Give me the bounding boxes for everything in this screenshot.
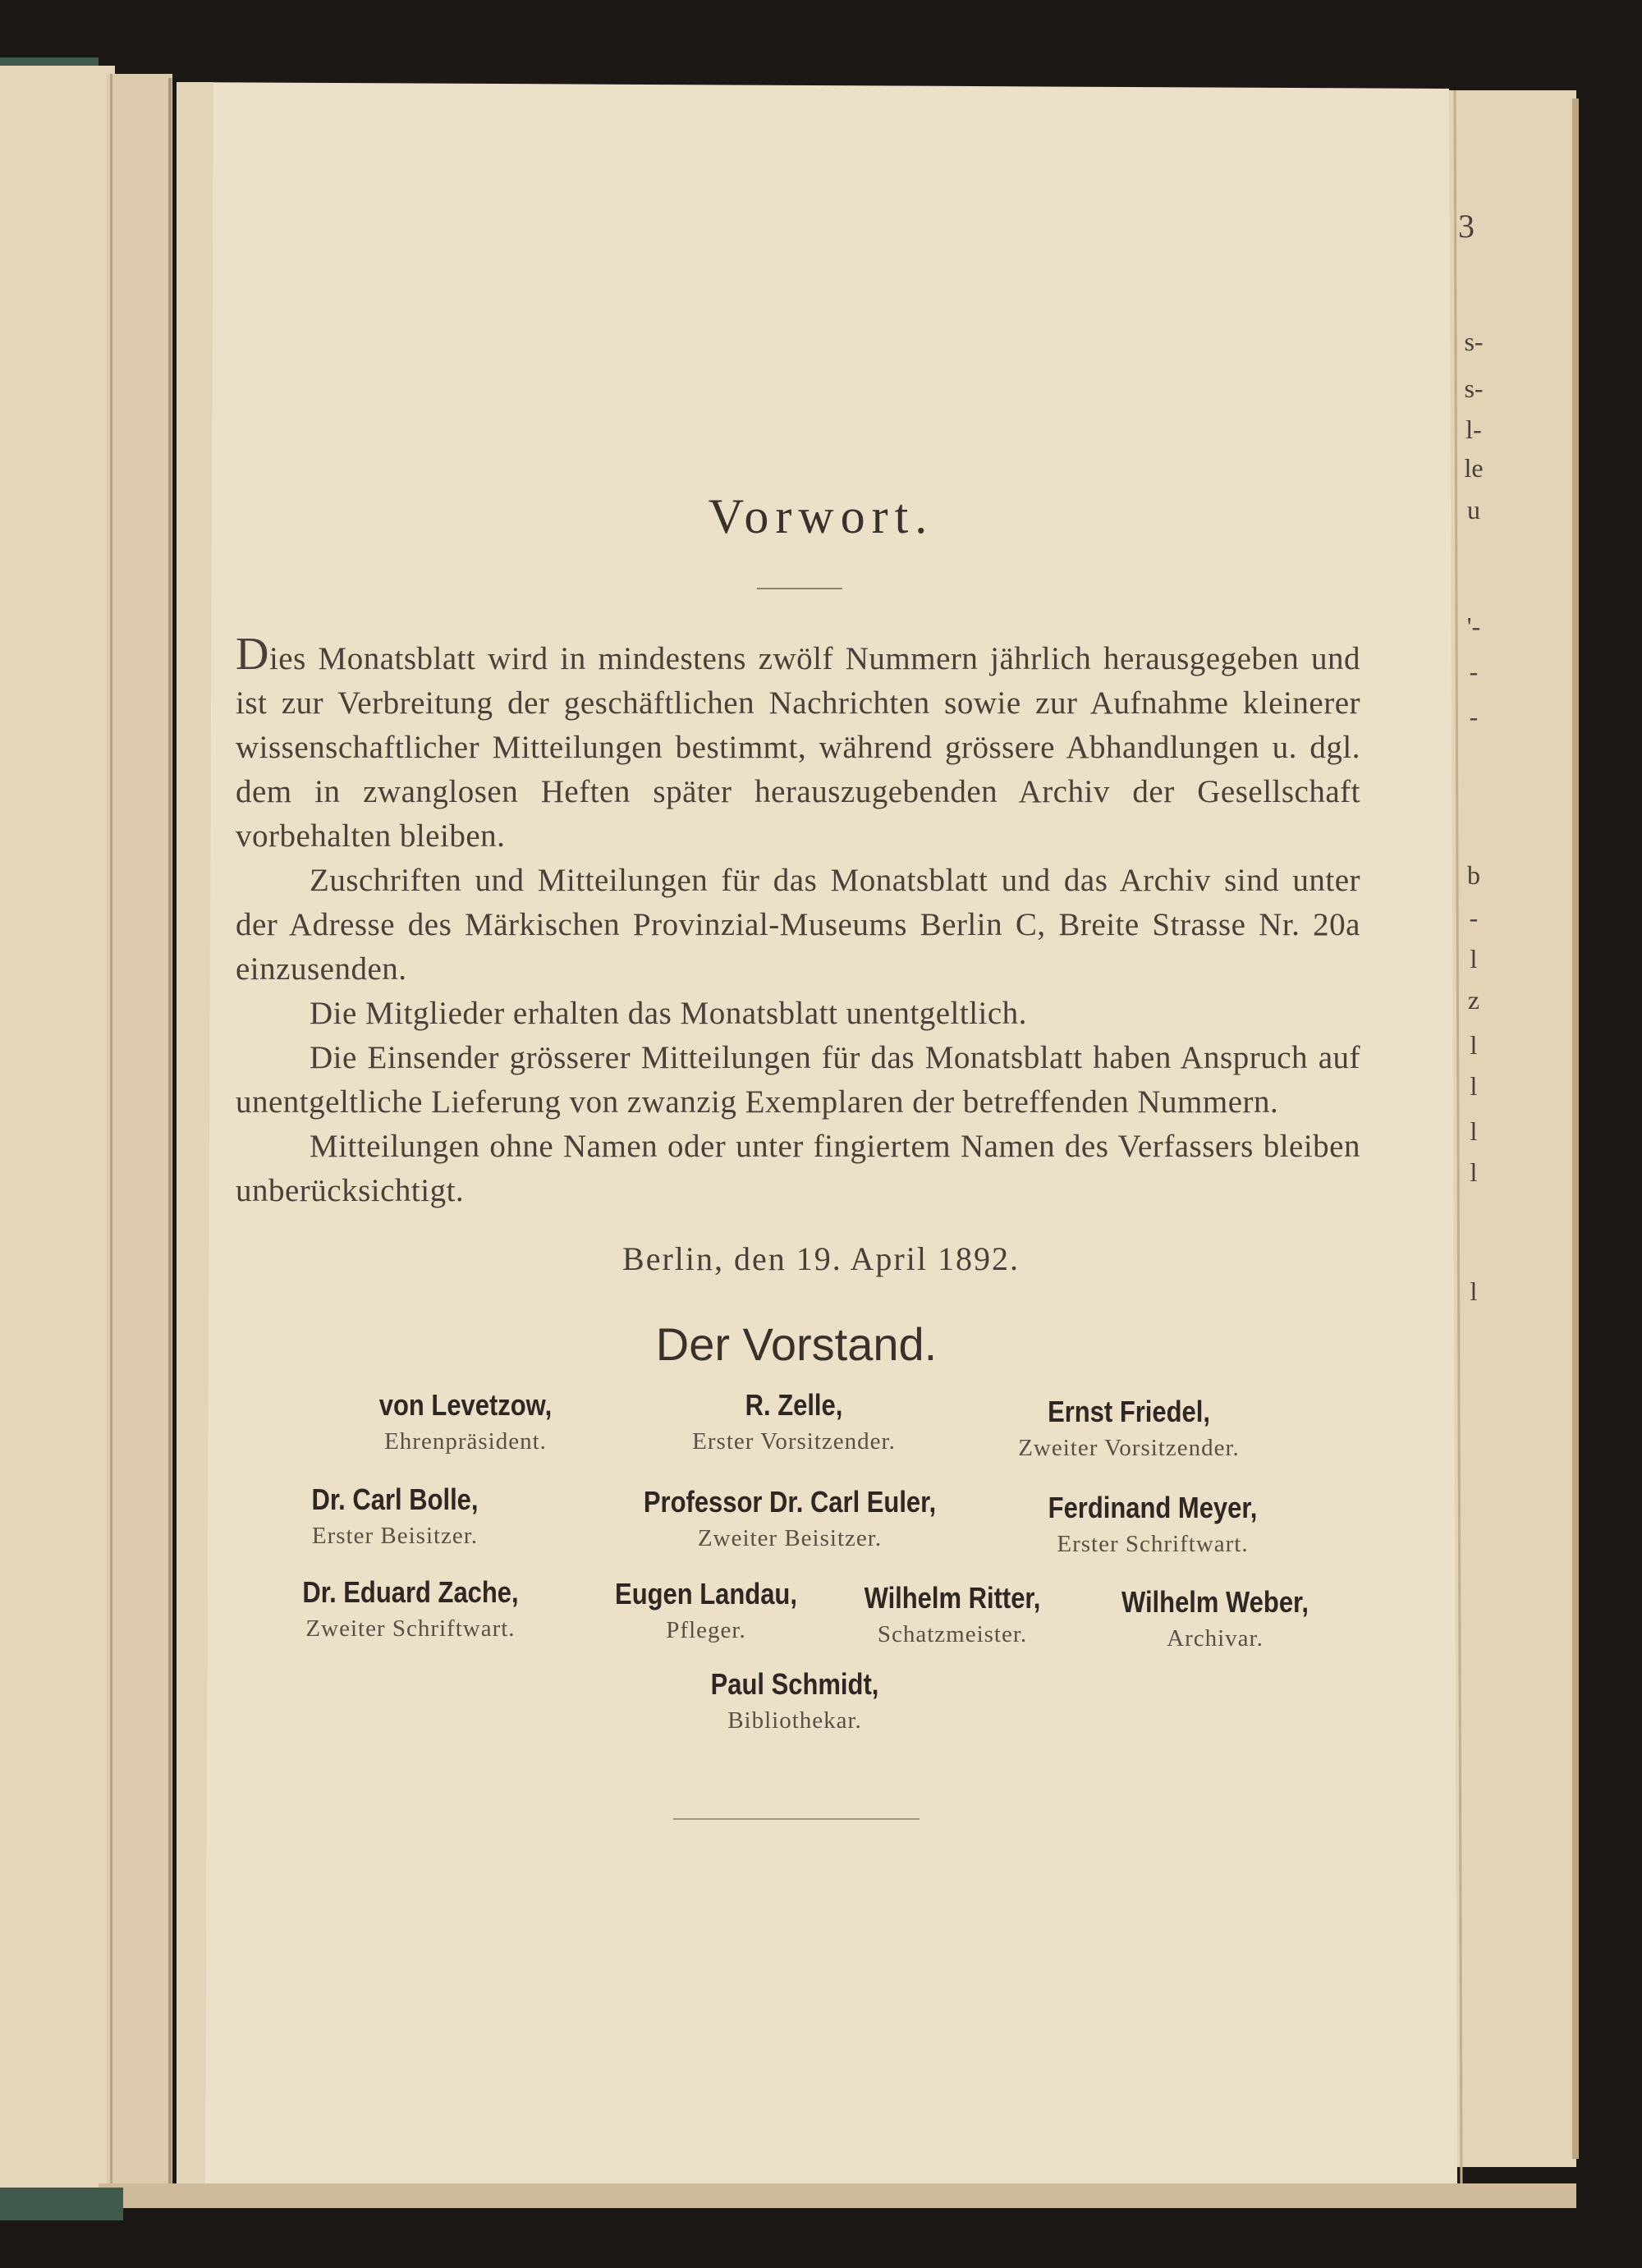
paragraph-3: Die Mitglieder erhalten das Monatsblatt unentgeltlich. [310,996,1027,1031]
member-name: R. Zelle, [745,1388,843,1422]
page-number: 3 [1458,208,1475,245]
margin-fragment: b [1467,860,1480,890]
paragraph-1-text: ies Monatsblatt wird in mindestens zwölf Nummern jährlich herausgegeben und ist zur Verbreitung der geschäftlichen Nachrichten sowie zur Aufnahme kleinerer wissenschaftlicher Mitteilungen bestimmt, während grössere Abhandlungen u. dgl. dem in zwanglosen Heften später herauszugebenden Archiv der Gesellschaft vorbehalten bleiben. [236,641,1360,854]
paragraph-2: Zuschriften und Mitteilungen für das Monatsblatt und das Archiv sind unter der Adresse des Märkischen Provinzial-Museums Berlin C, Breite Strasse Nr. 20a einzusenden. [236,863,1360,987]
member-name: von Levetzow, [378,1388,553,1422]
member-name: Wilhelm Weber, [1121,1585,1309,1619]
initial-letter: D [236,629,269,680]
board-member [980,1490,1325,1559]
margin-fragment: s- [1464,327,1484,356]
margin-fragment: l [1470,1276,1478,1306]
board-member [621,1387,966,1456]
margin-fragment: - [1469,903,1479,932]
member-name: Professor Dr. Carl Euler, [643,1485,937,1519]
margin-fragment: l [1470,1157,1478,1187]
member-role: Zweiter Beisitzer. [697,1525,883,1551]
member-role: Schatzmeister. [877,1621,1028,1647]
member-name: Dr. Eduard Zache, [302,1575,519,1609]
member-role: Bibliothekar. [727,1707,862,1734]
member-role: Erster Schriftwart. [1057,1531,1249,1557]
member-name: Dr. Carl Bolle, [311,1482,479,1516]
member-role: Zweiter Schriftwart. [305,1615,516,1642]
margin-fragment: '- [1466,612,1481,641]
margin-fragment: le [1464,453,1484,483]
margin-fragment: l [1470,1071,1478,1101]
member-role: Archivar. [1167,1625,1264,1652]
member-role: Pfleger. [666,1617,746,1643]
page-title: Vorwort. [708,489,934,543]
member-name: Wilhelm Ritter, [864,1581,1041,1615]
board-heading: Der Vorstand. [655,1318,938,1370]
margin-fragment: s- [1464,373,1484,403]
member-name: Ernst Friedel, [1048,1395,1210,1428]
margin-fragment: - [1469,702,1479,731]
margin-fragment: l [1470,944,1478,974]
board-member [238,1574,583,1643]
preface-body [236,629,1360,1213]
board-member [956,1394,1301,1463]
paragraph-1 [236,629,1360,859]
member-name: Eugen Landau, [615,1577,797,1611]
member-role: Erster Vorsitzender. [692,1428,896,1455]
board-member [617,1484,962,1553]
board-member [622,1666,967,1735]
member-name: Paul Schmidt, [710,1667,879,1701]
member-role: Erster Beisitzer. [311,1523,479,1549]
margin-fragment: l- [1465,415,1482,444]
paragraph-4: Die Einsender grösserer Mitteilungen für das Monatsblatt haben Anspruch auf unentgeltliche Lieferung von zwanzig Exemplaren der betreffenden Nummern. [236,1040,1360,1120]
member-role: Zweiter Vorsitzender. [1018,1435,1240,1461]
margin-fragment: l [1470,1116,1478,1146]
member-name: Ferdinand Meyer, [1048,1491,1258,1524]
board-member [1043,1584,1387,1653]
margin-fragment: - [1469,657,1479,686]
date-line: Berlin, den 19. April 1892. [622,1240,1020,1277]
board-member [222,1482,567,1551]
margin-fragment: l [1470,1030,1478,1060]
margin-fragment: u [1467,495,1480,525]
margin-fragment: z [1467,985,1480,1015]
member-role: Ehrenpräsident. [384,1428,547,1455]
board-member [293,1387,638,1456]
paragraph-5: Mitteilungen ohne Namen oder unter fingiertem Namen des Verfassers bleiben unberücksichtigt. [236,1129,1360,1208]
